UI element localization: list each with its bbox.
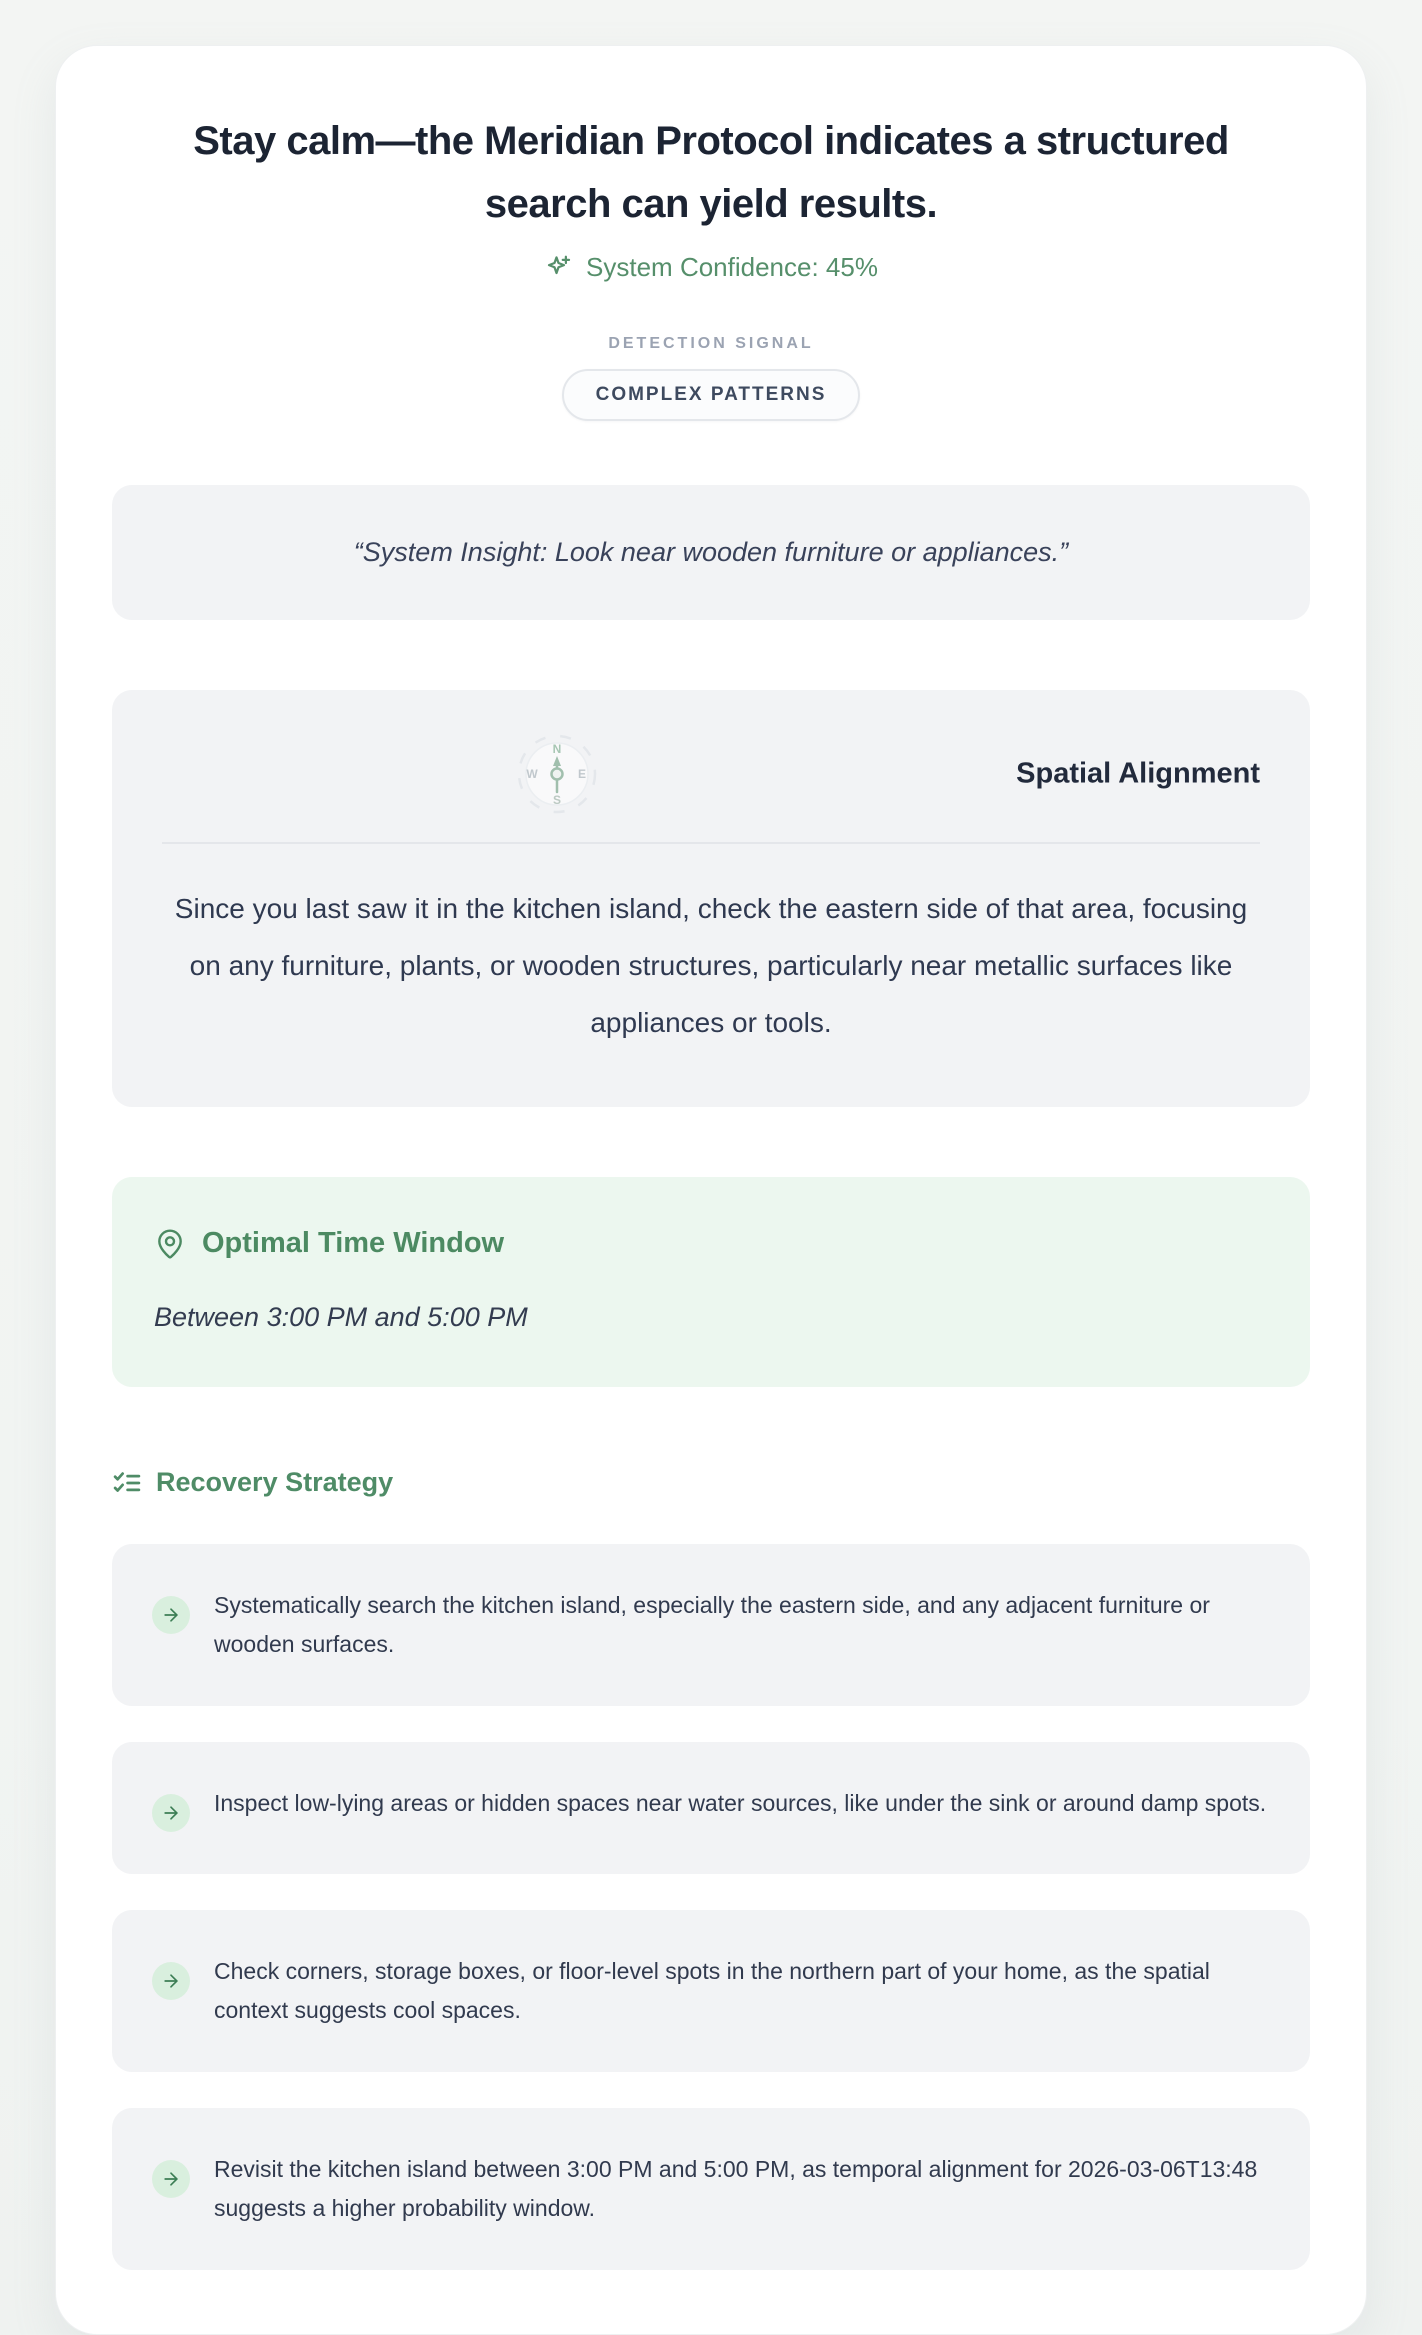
confidence-label: System Confidence: 45% <box>586 252 878 282</box>
optimal-time-window-header <box>154 1227 1268 1260</box>
time-window-value: Between 3:00 PM and 5:00 PM <box>154 1302 528 1332</box>
recovery-strategy-header <box>112 1467 1310 1498</box>
recovery-steps-list <box>112 1544 1310 2270</box>
arrow-right-icon <box>152 1794 190 1832</box>
map-pin-icon <box>154 1228 186 1260</box>
arrow-right-icon <box>152 1596 190 1634</box>
sparkles-icon <box>544 253 574 283</box>
recovery-step-text: Systematically search the kitchen island, especially the eastern side, and any adjacent furniture or wooden surfaces. <box>214 1592 1210 1657</box>
spatial-alignment-body: Since you last saw it in the kitchen island, check the eastern side of that area, focusing on any furniture, plants, or wooden structures, particularly near metallic surfaces like appliances or tools. <box>174 893 1248 1038</box>
recovery-step-text: Check corners, storage boxes, or floor-level spots in the northern part of your home, as the spatial context suggests cool spaces. <box>214 1958 1210 2023</box>
recovery-step-item <box>112 1742 1310 1874</box>
svg-text:S: S <box>553 793 562 807</box>
recovery-step-item <box>112 2108 1310 2270</box>
divider <box>162 842 1260 844</box>
optimal-time-window-title: Optimal Time Window <box>202 1227 505 1259</box>
recovery-step-text: Inspect low-lying areas or hidden spaces near water sources, like under the sink or around damp spots. <box>214 1790 1267 1816</box>
detection-signal-label: DETECTION SIGNAL <box>608 335 814 352</box>
spatial-alignment-title: Spatial Alignment <box>1016 757 1260 790</box>
svg-text:W: W <box>526 767 538 781</box>
arrow-right-icon <box>152 2160 190 2198</box>
page-title: Stay calm—the Meridian Protocol indicates a structured search can yield results. <box>193 119 1229 226</box>
recovery-step-item <box>112 1910 1310 2072</box>
recovery-step-text: Revisit the kitchen island between 3:00 PM and 5:00 PM, as temporal alignment for 2026-03-06T13:48 suggests a higher probability window. <box>214 2156 1258 2221</box>
list-checks-icon <box>112 1468 142 1498</box>
recovery-strategy-title: Recovery Strategy <box>156 1467 394 1497</box>
compass-icon <box>509 726 605 822</box>
arrow-right-icon <box>152 1962 190 2000</box>
result-card <box>55 45 1367 2335</box>
system-insight-quote: “System Insight: Look near wooden furniture or appliances.” <box>112 485 1310 620</box>
spatial-alignment-header <box>162 720 1260 828</box>
spatial-alignment-section <box>112 690 1310 1107</box>
system-confidence <box>112 252 1310 283</box>
signal-badge-row <box>112 369 1310 421</box>
svg-text:E: E <box>578 767 587 781</box>
signal-badge: COMPLEX PATTERNS <box>562 369 861 421</box>
svg-text:N: N <box>552 742 562 756</box>
recovery-step-item <box>112 1544 1310 1706</box>
optimal-time-window-section <box>112 1177 1310 1387</box>
